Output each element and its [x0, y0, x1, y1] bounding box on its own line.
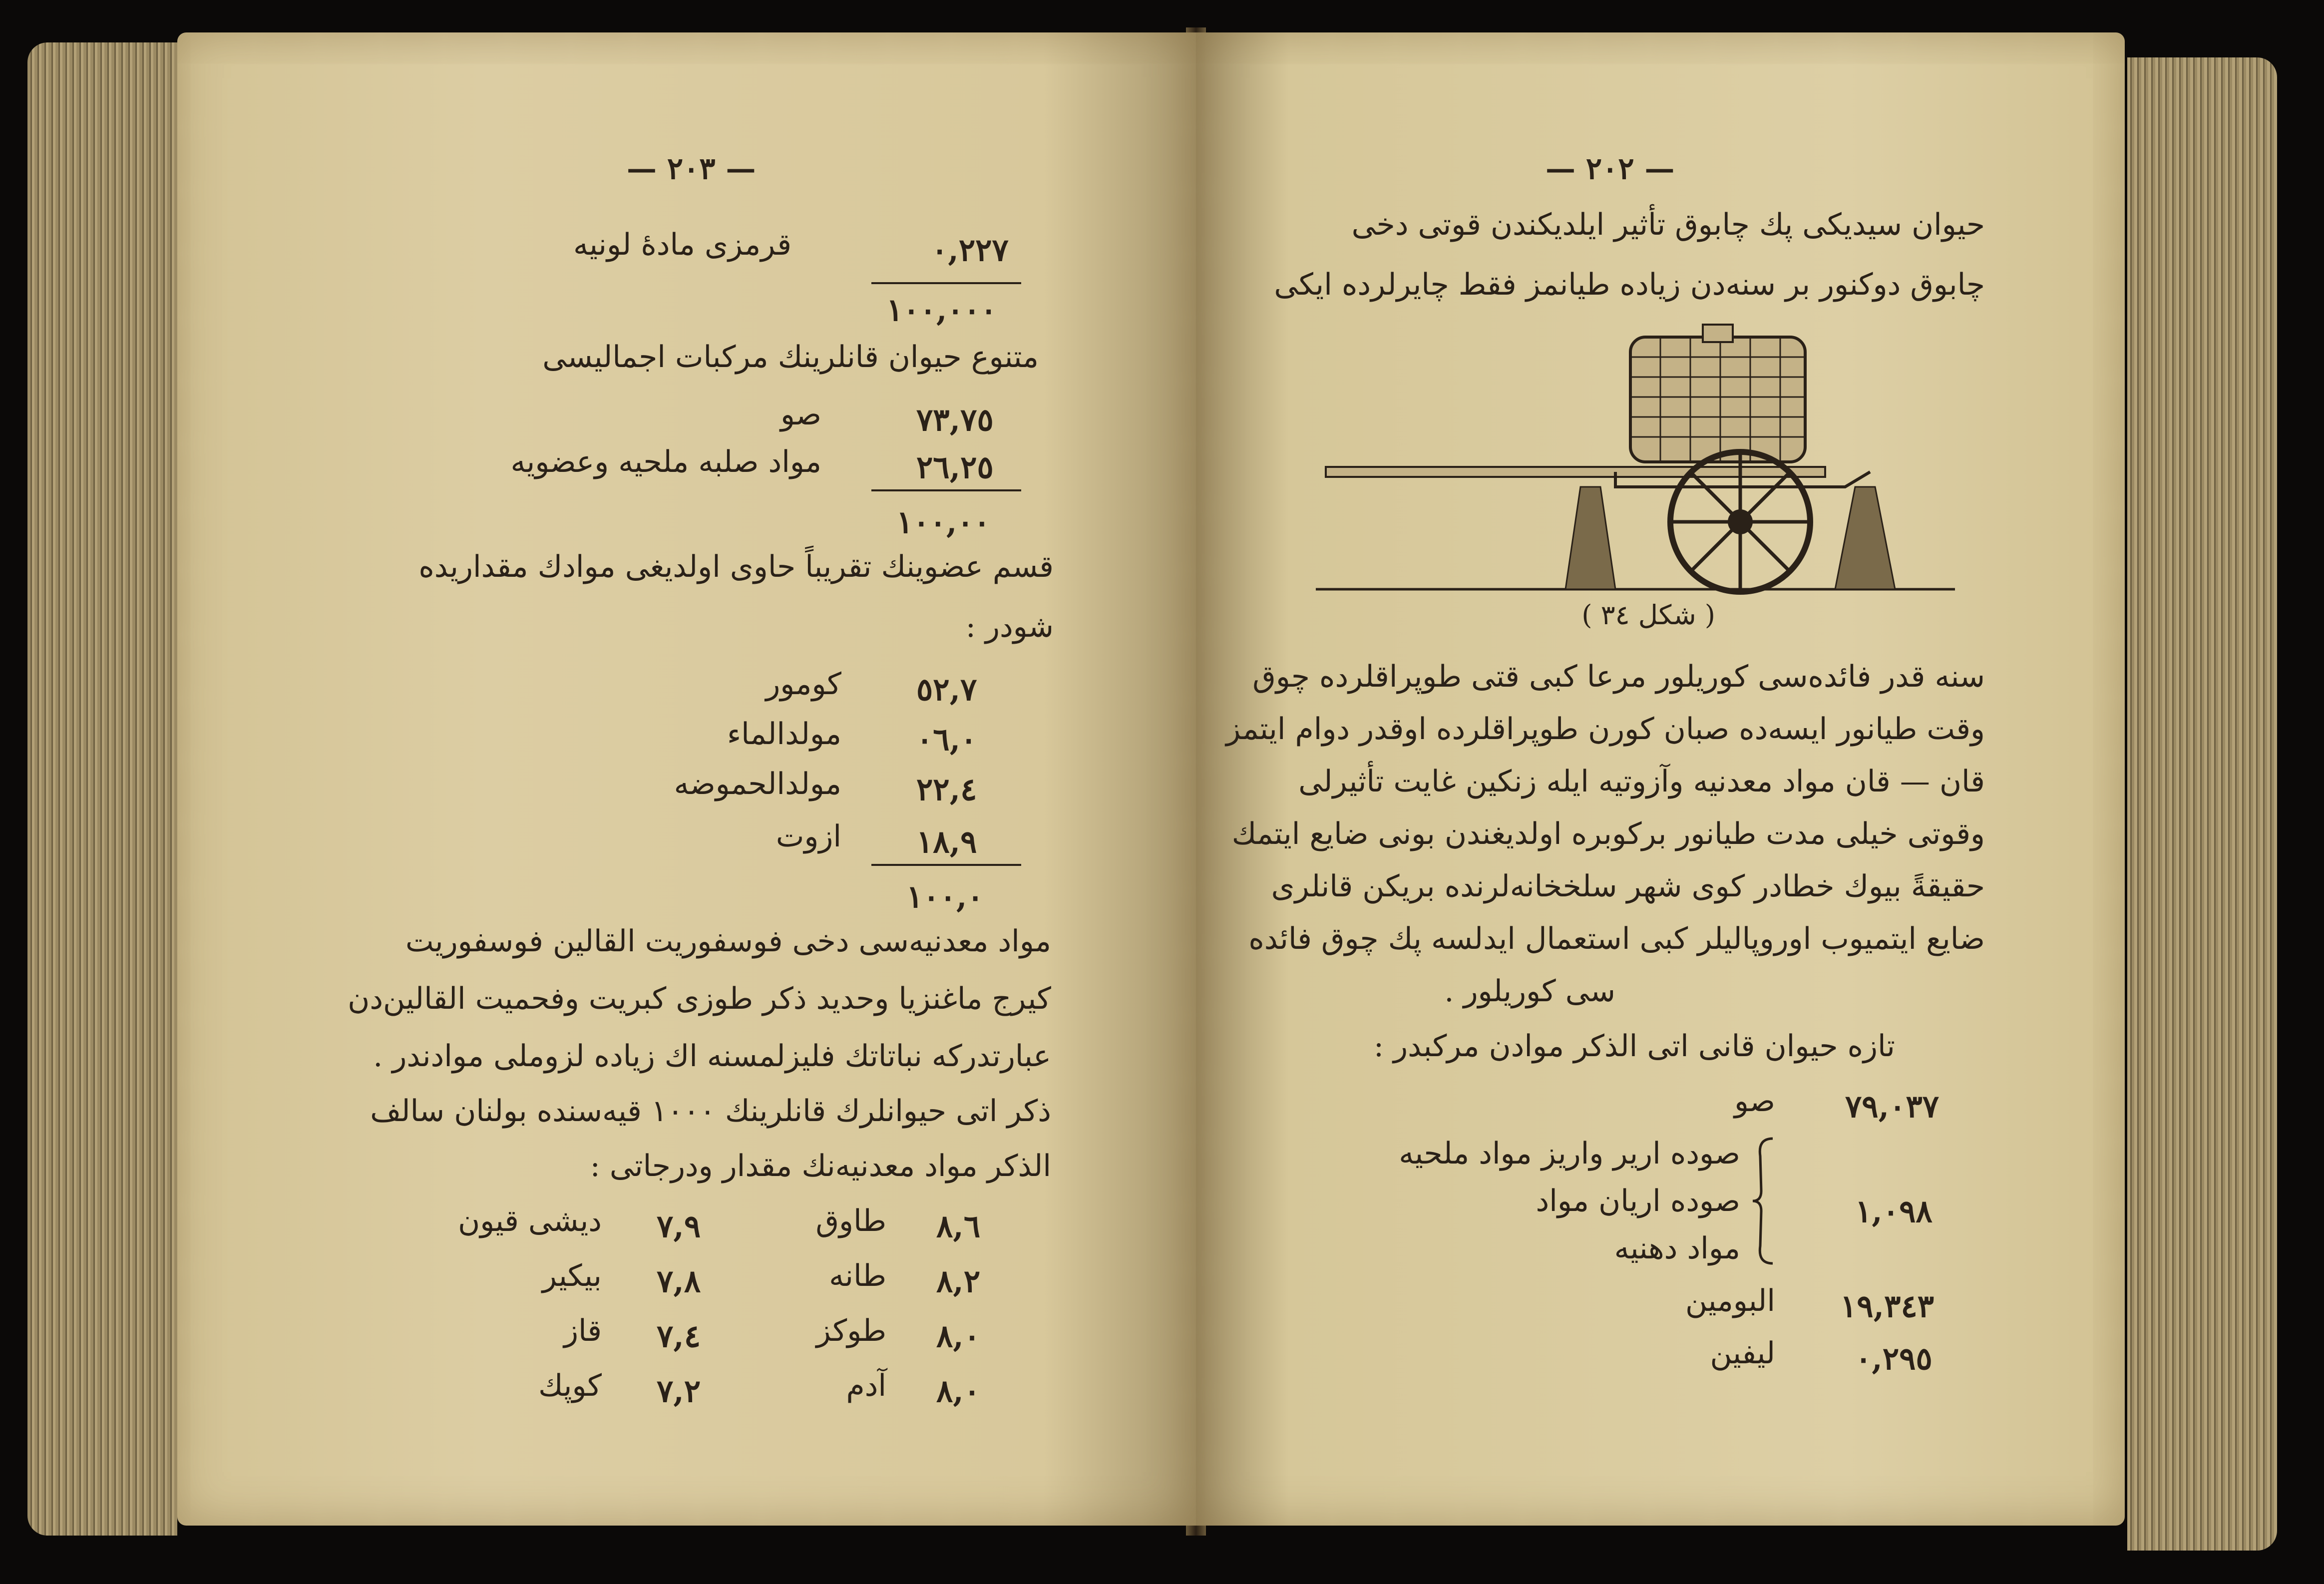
- paragraph-line: قسم عضوینك تقریباً حاوی اولدیغی موادك مقداریده: [418, 549, 1054, 584]
- paragraph-line: حقیقةً بیوك خطادر كوی شهر سلخخانه‌لرنده بریكن قانلری: [1271, 869, 1985, 904]
- paragraph-line: چابوق دوكنور بر سنه‌دن زیاده طیانمز فقط چایرلرده ایكی: [1274, 267, 1985, 302]
- paragraph-line: كیرج ماغنزیا وحدید ذكر طوزی كبریت وفحمیت القالین‌دن: [348, 981, 1051, 1016]
- label: قرمزی مادهٔ لونیه: [573, 227, 791, 262]
- label: قاز: [564, 1313, 602, 1348]
- paragraph-line: الذكر مواد معدنیه‌نك مقدار ودرجاتی :: [590, 1149, 1051, 1184]
- sum-rule: [871, 489, 1021, 491]
- paragraph-line: وقت طیانور ایسه‌ده صبان كورن طوپراقلرده اوقدر دوام ایتمز: [1226, 712, 1985, 747]
- paragraph-line: شودر :: [965, 609, 1054, 644]
- label: صوده اریر واریز مواد ملحیه: [1399, 1136, 1740, 1171]
- value: ٧,٩: [657, 1208, 701, 1244]
- sum-rule: [871, 282, 1021, 284]
- label: البومین: [1685, 1283, 1775, 1318]
- cart-with-barrel-illustration: [1316, 322, 1955, 602]
- label: كوپك: [538, 1368, 602, 1403]
- group-brace: [1750, 1136, 1780, 1266]
- label: كومور: [766, 667, 841, 702]
- value: ٨,٠: [936, 1318, 981, 1354]
- label: صوده اریان مواد: [1536, 1184, 1740, 1218]
- label: دیشی قیون: [458, 1203, 602, 1238]
- value: ٨,٠: [936, 1373, 981, 1409]
- paragraph-line: تازه حیوان قانی اتی الذكر موادن مركبدر :: [1373, 1029, 1895, 1064]
- page-edges-right: [2127, 57, 2277, 1551]
- label: صو: [1734, 1084, 1775, 1119]
- value: ١,٠٩٨: [1855, 1193, 1933, 1229]
- sum-rule: [871, 864, 1021, 866]
- right-page: [1196, 32, 2125, 1526]
- value: ٨,٢: [936, 1263, 981, 1299]
- total: ١٠٠,٠٠: [896, 504, 991, 540]
- label: ازوت: [775, 819, 841, 854]
- value: ٧٩,٠٣٧: [1845, 1088, 1939, 1125]
- label: بیكیر: [542, 1258, 602, 1293]
- paragraph-line: حیوان سیدیكی پك چابوق تأثیر ایلدیكندن قوتی دخی: [1351, 207, 1985, 242]
- label: لیفین: [1710, 1336, 1775, 1371]
- value: ٨,٦: [936, 1208, 981, 1244]
- value: ٢٢,٤: [916, 771, 977, 807]
- paragraph-line: ضایع ایتمیوب اوروپالیلر كبی استعمال ایدلسه پك چوق فائده‌: [1248, 921, 1985, 956]
- value: ١٩,٣٤٣: [1840, 1288, 1935, 1324]
- figure-caption: ( شكل ٣٤ ): [1581, 599, 1715, 631]
- label: طاوق: [815, 1203, 886, 1238]
- value: ٧٣,٧٥: [916, 401, 994, 438]
- total: ١٠٠,٠: [906, 878, 984, 915]
- label: آدم: [846, 1368, 886, 1403]
- label: طانه: [829, 1258, 886, 1293]
- label: مواد صلبه ملحیه وعضویه: [510, 444, 821, 479]
- value: ٠,٢٢٧: [931, 232, 1009, 268]
- paragraph-line: مواد معدنیه‌سی دخی فوسفوریت القالین فوسفوریت: [405, 924, 1051, 959]
- value: ٠,٢٩٥: [1855, 1340, 1933, 1377]
- value: ٠٦,٠: [916, 721, 977, 758]
- value: ٥٢,٧: [916, 671, 977, 708]
- label: صو: [780, 397, 821, 432]
- label: مولدالماء: [727, 717, 841, 752]
- value: ٧,٤: [657, 1318, 701, 1354]
- paragraph-line: سنه قدر فائده‌سی كوریلور مرعا كبی قتی طوپراقلرده چوق: [1252, 659, 1985, 694]
- label: مواد دهنیه: [1614, 1231, 1740, 1266]
- label: مولدالحموضه: [674, 767, 841, 801]
- paragraph-line: سی كوریلور .: [1444, 974, 1615, 1009]
- value: ٧,٨: [657, 1263, 701, 1299]
- total: ١٠٠,٠٠٠: [886, 292, 997, 328]
- value: ١٨,٩: [916, 823, 977, 860]
- page-edges-left: [27, 42, 177, 1536]
- value: ٢٦,٢٥: [916, 449, 994, 485]
- paragraph-line: وقوتی خیلی مدت طیانور بركوبره اولدیغندن بونی ضایع ایتمك: [1231, 816, 1985, 851]
- paragraph-line: عبارتدركه نباتاتك فلیزلمسنه اك زیاده لزوملی موادندر .: [373, 1039, 1051, 1074]
- paragraph-line: ذكر اتی حیوانلرك قانلرینك ١٠٠٠ قیه‌سنده بولنان سالف: [370, 1094, 1051, 1129]
- paragraph-line: قان — قان مواد معدنیه وآزوتیه ایله زنكین غایت تأثیرلی: [1298, 764, 1985, 799]
- page-number: — ٢٠٢ —: [1546, 151, 1675, 186]
- value: ٧,٢: [657, 1373, 701, 1409]
- page-number: — ٢٠٣ —: [627, 151, 756, 186]
- left-page: [177, 32, 1196, 1526]
- label: طوكز: [816, 1313, 886, 1348]
- heading: متنوع حیوان قانلرینك مركبات اجمالیسی: [542, 340, 1039, 375]
- open-book: [27, 27, 2277, 1556]
